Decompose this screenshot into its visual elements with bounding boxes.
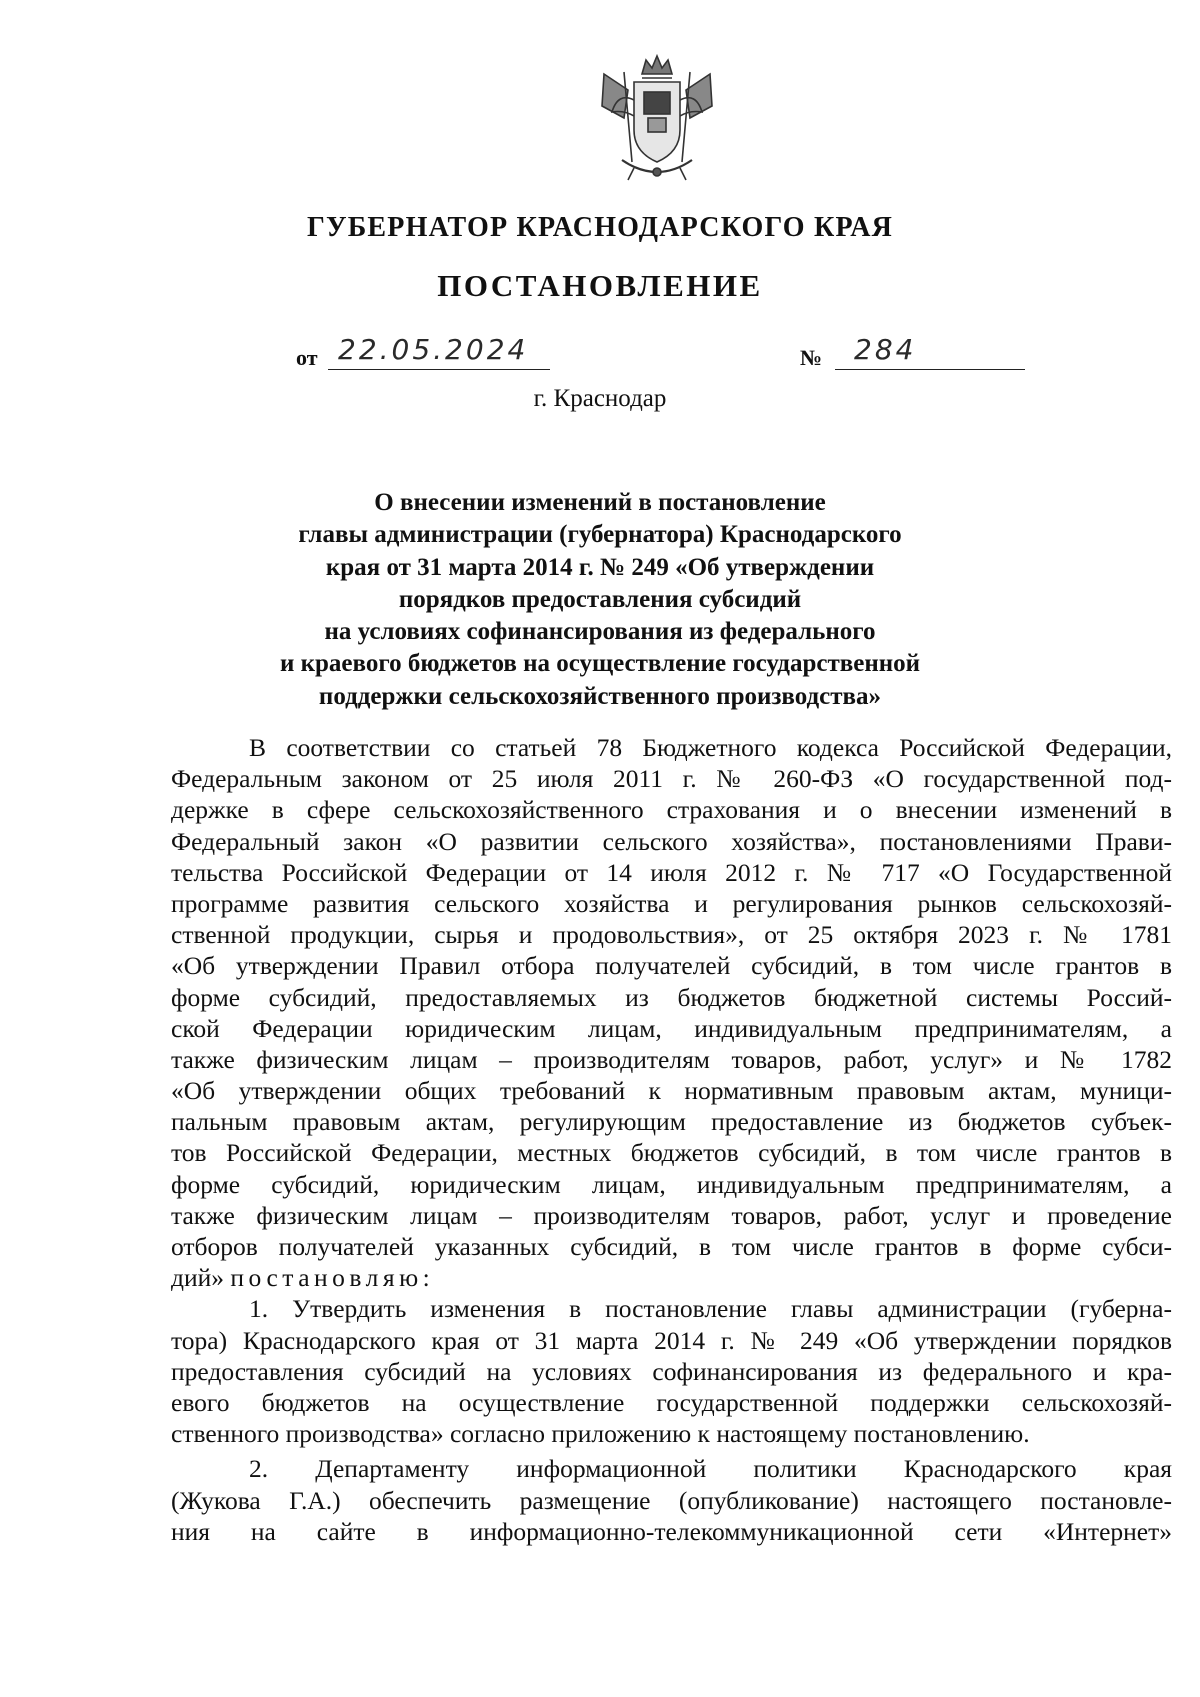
decree-word: постановляю: xyxy=(230,1263,435,1293)
number-underline xyxy=(835,369,1025,370)
body-line: держке в сфере сельскохозяйственного страхования и о внесении изменений в xyxy=(171,795,1172,825)
preamble-end: дий» xyxy=(171,1263,225,1293)
title-line: поддержки сельскохозяйственного производства» xyxy=(318,682,882,710)
body-line: Федеральный закон «О развитии сельского хозяйства», постановлениями Прави- xyxy=(171,826,1172,856)
date-number-row xyxy=(0,333,1200,377)
body-line: ской Федерации юридическим лицам, индивидуальным предпринимателям, а xyxy=(171,1013,1172,1043)
document-body xyxy=(171,732,1172,1547)
body-line: тельства Российской Федерации от 14 июля 2012 г. № 717 «О Государственной xyxy=(171,857,1172,887)
body-line: отборов получателей указанных субсидий, в том числе грантов в форме субси- xyxy=(171,1232,1172,1261)
item-2-paragraph xyxy=(171,1453,1172,1547)
body-line: форме субсидий, предоставляемых из бюджетов бюджетной системы Россий- xyxy=(171,982,1172,1012)
body-line: программе развития сельского хозяйства и регулирования рынков сельскохозяй- xyxy=(171,888,1172,918)
title-line: порядков предоставления субсидий xyxy=(398,585,802,613)
body-line: форме субсидий, юридическим лицам, индивидуальным предпринимателям, а xyxy=(171,1169,1172,1199)
number-label: № xyxy=(800,345,823,370)
city: г. Краснодар xyxy=(533,385,667,412)
date-underline xyxy=(328,369,550,370)
item-1-paragraph xyxy=(171,1293,1172,1449)
body-line: также физическим лицам – производителям товаров, работ, услуг» и № 1782 xyxy=(171,1044,1172,1074)
preamble-paragraph xyxy=(171,732,1172,1293)
title-line: и краевого бюджетов на осуществление государственной xyxy=(279,650,921,678)
body-line: 2. Департаменту информационной политики Краснодарского края xyxy=(249,1454,1172,1484)
body-line: ственной продукции, сырья и продовольствия», от 25 октября 2023 г. № 1781 xyxy=(171,920,1172,950)
body-line: евого бюджетов на осуществление государственной поддержки сельскохозяй- xyxy=(171,1387,1172,1417)
body-line: ния на сайте в информационно-телекоммуникационной сети «Интернет» xyxy=(171,1516,1172,1546)
body-line: (Жукова Г.А.) обеспечить размещение (опубликование) настоящего постановле- xyxy=(171,1485,1172,1515)
body-line: предоставления субсидий на условиях софинансирования из федерального и кра- xyxy=(171,1356,1172,1386)
title-line: на условиях софинансирования из федерального xyxy=(324,618,876,646)
coat-of-arms-emblem xyxy=(598,52,716,184)
body-line: тора) Краснодарского края от 31 марта 2014 г. № 249 «Об утверждении порядков xyxy=(171,1325,1172,1355)
body-line: Федеральным законом от 25 июля 2011 г. № 260-ФЗ «О государственной под- xyxy=(171,764,1172,794)
title-line: края от 31 марта 2014 г. № 249 «Об утверждении xyxy=(325,553,875,581)
number-handwritten: 284 xyxy=(854,333,917,366)
body-line: В соответствии со статьей 78 Бюджетного кодекса Российской Федерации, xyxy=(249,733,1172,762)
document-type: ПОСТАНОВЛЕНИЕ xyxy=(437,268,763,303)
body-line: ственного производства» согласно приложению к настоящему постановлению. xyxy=(171,1419,1030,1449)
body-line: 1. Утвердить изменения в постановление главы администрации (губерна- xyxy=(249,1294,1172,1324)
body-line-final xyxy=(171,1262,1172,1293)
date-label: от xyxy=(296,345,318,370)
body-line: пальным правовым актам, регулирующим предоставление из бюджетов субъек- xyxy=(171,1107,1172,1137)
body-line: «Об утверждении общих требований к нормативным правовым актам, муници- xyxy=(171,1076,1172,1106)
date-handwritten: 22.05.2024 xyxy=(338,333,529,366)
title-line: главы администрации (губернатора) Краснодарского xyxy=(298,521,902,549)
body-line: тов Российской Федерации, местных бюджетов субсидий, в том числе грантов в xyxy=(171,1138,1172,1168)
body-line: также физическим лицам – производителям товаров, работ, услуг и проведение xyxy=(171,1200,1172,1230)
title-line: О внесении изменений в постановление xyxy=(374,489,826,516)
body-line: «Об утверждении Правил отбора получателей субсидий, в том числе грантов в xyxy=(171,951,1172,981)
document-title xyxy=(230,487,970,713)
issuing-authority: ГУБЕРНАТОР КРАСНОДАРСКОГО КРАЯ xyxy=(306,212,894,243)
